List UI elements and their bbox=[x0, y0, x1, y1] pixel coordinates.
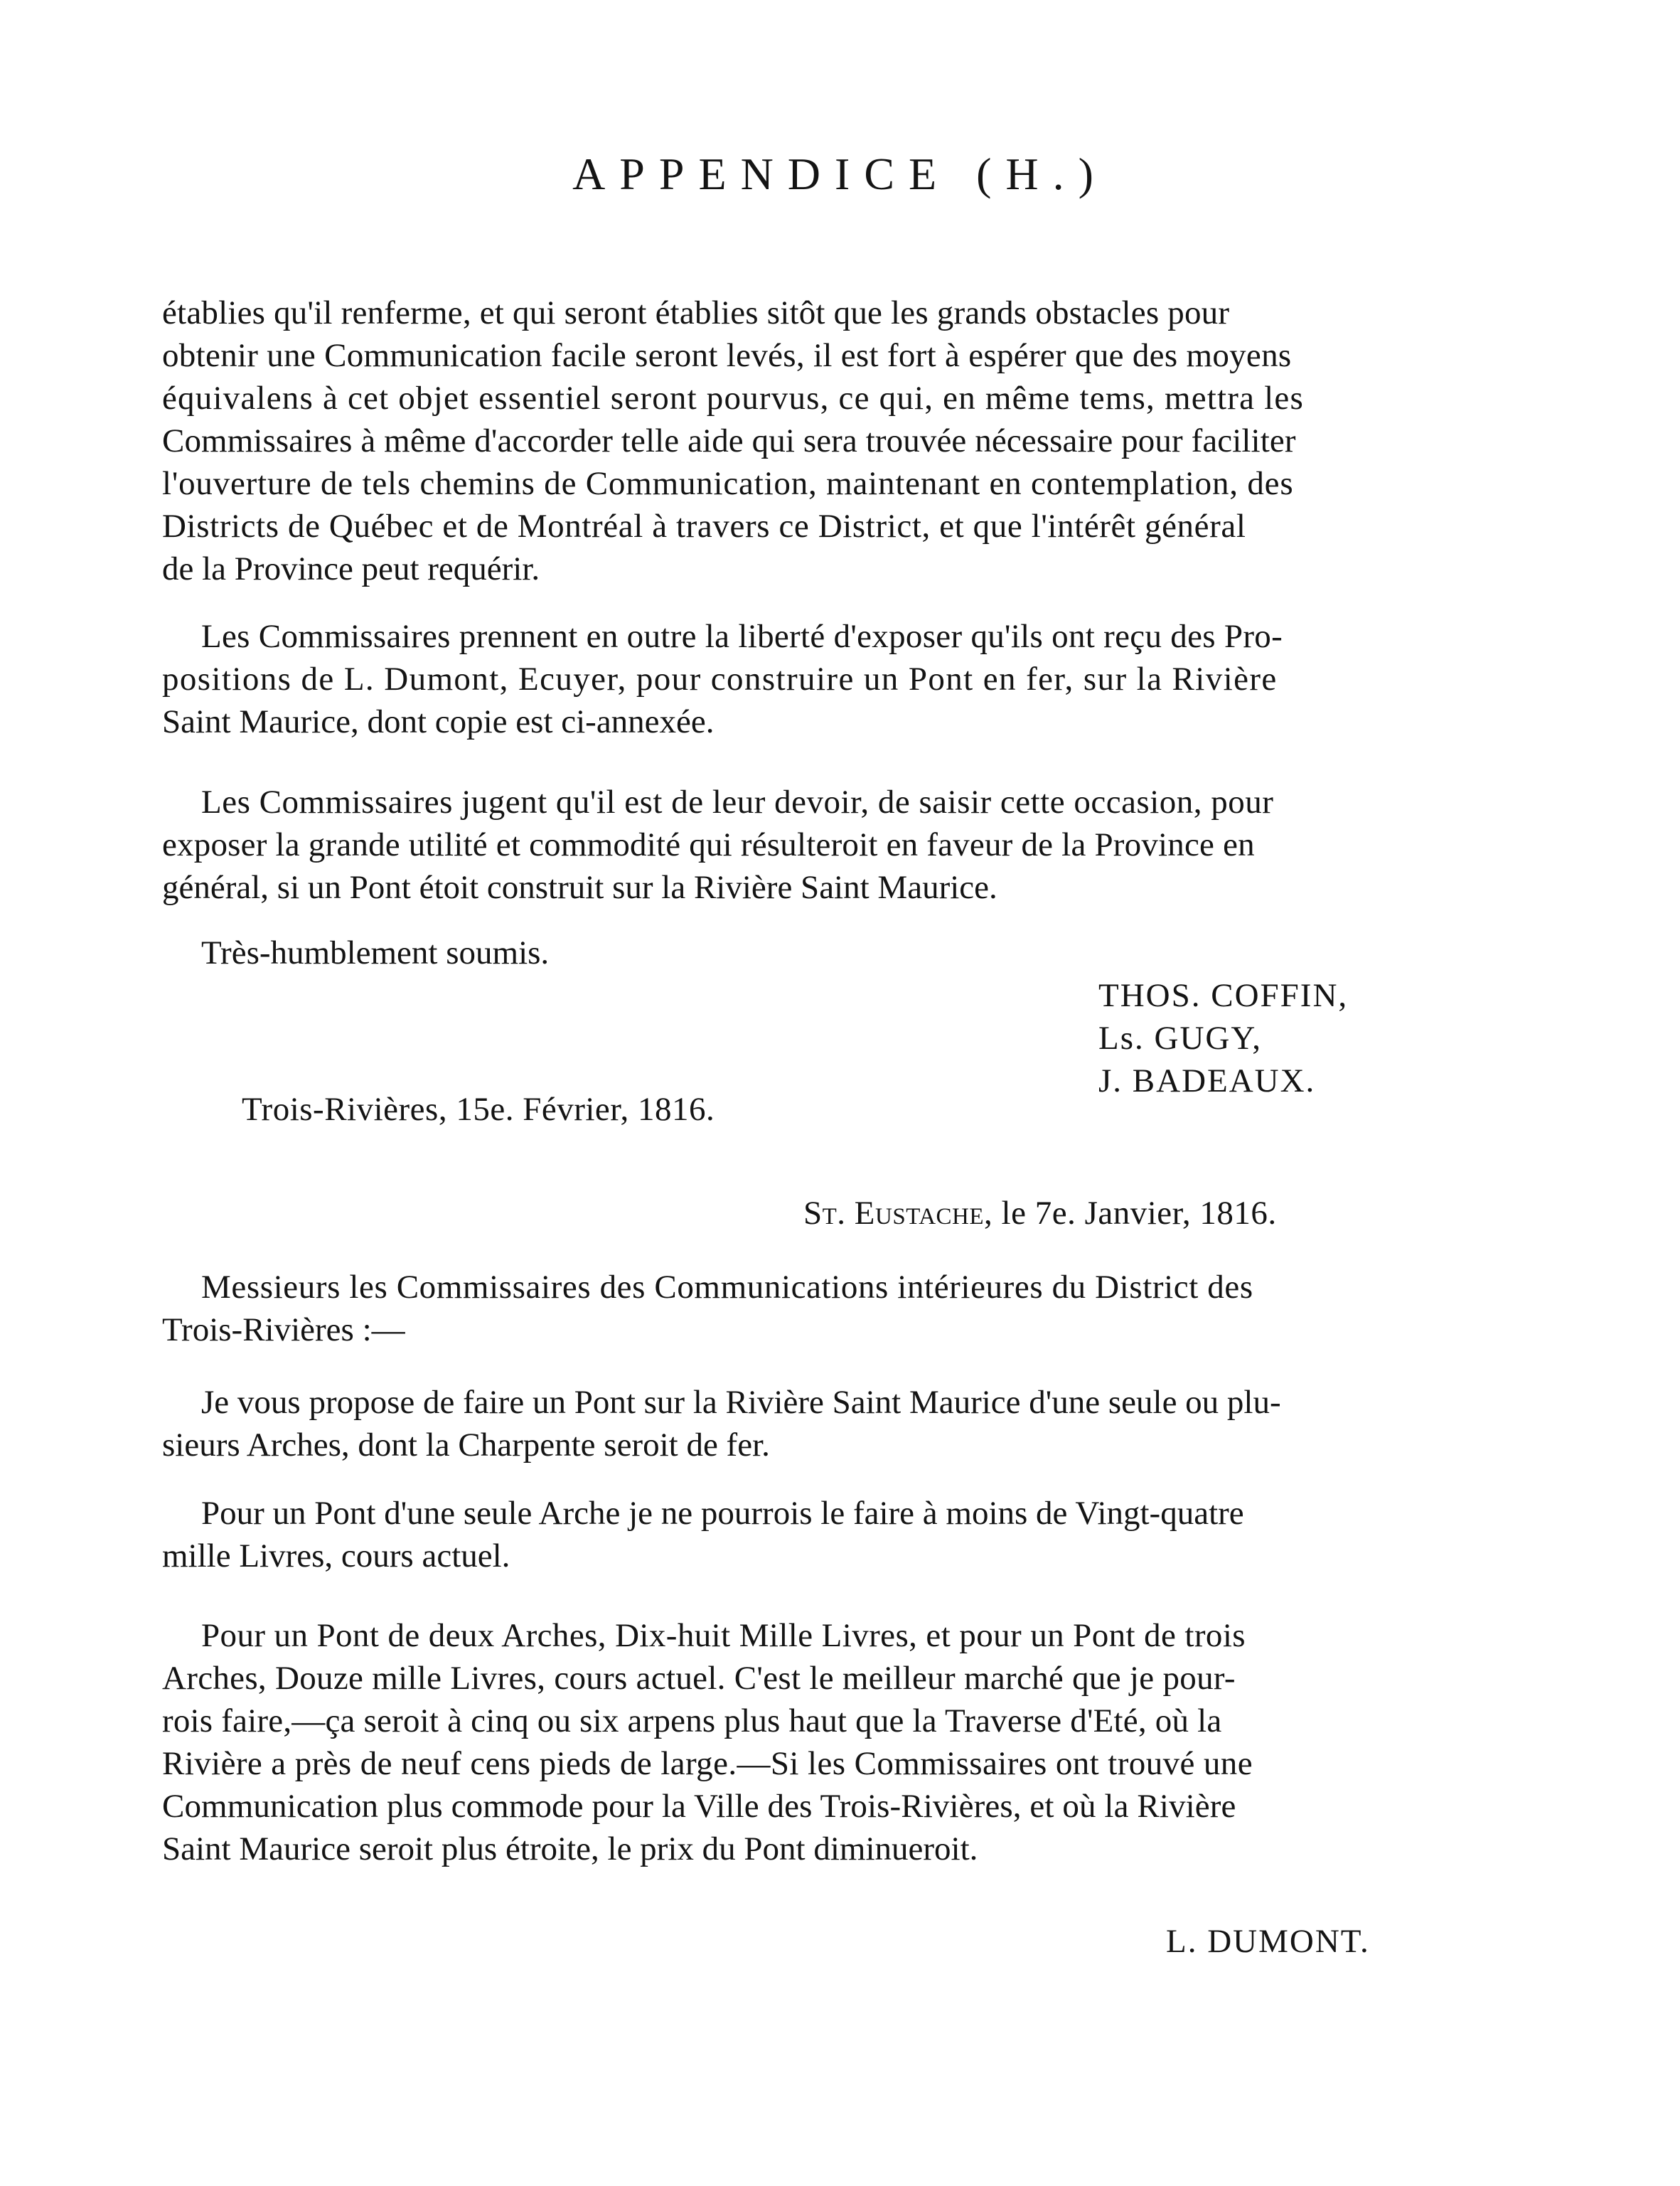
text-line: Les Commissaires prennent en outre la liberté d'exposer qu'ils ont reçu des Pro- bbox=[201, 618, 1283, 655]
text-line: Saint Maurice, dont copie est ci-annexée. bbox=[162, 703, 715, 740]
closing-text: Très-humblement soumis. bbox=[201, 934, 550, 971]
signatory-name: J. BADEAUX. bbox=[1098, 1062, 1316, 1099]
text-line: positions de L. Dumont, Ecuyer, pour construire un Pont en fer, sur la Rivière bbox=[162, 661, 1278, 698]
letter-paragraph-1 bbox=[162, 1381, 1506, 1466]
letter-date: le 7e. Janvier, 1816. bbox=[1001, 1195, 1277, 1232]
salutation bbox=[162, 1266, 1506, 1351]
letter-paragraph-2 bbox=[162, 1492, 1506, 1577]
text-line: l'ouverture de tels chemins de Communication, maintenant en contemplation, des bbox=[162, 465, 1294, 502]
text-line: Trois-Rivières :— bbox=[162, 1311, 405, 1348]
text-line: Arches, Douze mille Livres, cours actuel. C'est le meilleur marché que je pour- bbox=[162, 1660, 1236, 1697]
signatory-name: THOS. COFFIN, bbox=[1098, 977, 1349, 1014]
text-line: de la Province peut requérir. bbox=[162, 550, 540, 587]
text-line: obtenir une Communication facile seront levés, il est fort à espérer que des moyens bbox=[162, 337, 1292, 374]
text-line: exposer la grande utilité et commodité qui résulteroit en faveur de la Province en bbox=[162, 826, 1255, 863]
text-line: établies qu'il renferme, et qui seront établies sitôt que les grands obstacles pour bbox=[162, 294, 1230, 331]
paragraph-1 bbox=[162, 292, 1506, 590]
text-line: général, si un Pont étoit construit sur la Rivière Saint Maurice. bbox=[162, 869, 997, 906]
paragraph-2 bbox=[162, 615, 1506, 743]
text-line: Messieurs les Commissaires des Communications intérieures du District des bbox=[201, 1269, 1253, 1306]
signatories bbox=[1098, 974, 1348, 1102]
place-date-2 bbox=[803, 1192, 1277, 1235]
text-line: Les Commissaires jugent qu'il est de leur devoir, de saisir cette occasion, pour bbox=[201, 784, 1274, 821]
text-line: Rivière a près de neuf cens pieds de large.—Si les Commissaires ont trouvé une bbox=[162, 1745, 1253, 1782]
text-line: Je vous propose de faire un Pont sur la Rivière Saint Maurice d'une seule ou plu- bbox=[201, 1384, 1281, 1421]
text-line: mille Livres, cours actuel. bbox=[162, 1537, 510, 1574]
text-line: équivalens à cet objet essentiel seront pourvus, ce qui, en même tems, mettra les bbox=[162, 380, 1304, 417]
text-line: sieurs Arches, dont la Charpente seroit de fer. bbox=[162, 1427, 770, 1463]
signatory-name: Ls. GUGY, bbox=[1098, 1020, 1262, 1057]
text-line: Pour un Pont de deux Arches, Dix-huit Mille Livres, et pour un Pont de trois bbox=[201, 1617, 1246, 1654]
text-line: Districts de Québec et de Montréal à travers ce District, et que l'intérêt général bbox=[162, 508, 1246, 545]
place-date-1: Trois-Rivières, 15e. Février, 1816. bbox=[242, 1091, 715, 1128]
letter-signature: L. DUMONT. bbox=[1166, 1923, 1370, 1960]
text-line: Communication plus commode pour la Ville des Trois-Rivières, et où la Rivière bbox=[162, 1788, 1236, 1825]
paragraph-3 bbox=[162, 781, 1506, 909]
page-header: APPENDICE (H.) bbox=[572, 149, 1108, 199]
text-line: Commissaires à même d'accorder telle aide qui sera trouvée nécessaire pour faciliter bbox=[162, 422, 1296, 459]
text-line: Pour un Pont d'une seule Arche je ne pourrois le faire à moins de Vingt-quatre bbox=[201, 1495, 1244, 1532]
text-line: rois faire,—ça seroit à cinq ou six arpens plus haut que la Traverse d'Eté, où la bbox=[162, 1702, 1222, 1739]
text-line: Saint Maurice seroit plus étroite, le prix du Pont diminueroit. bbox=[162, 1830, 978, 1867]
place-name: St. Eustache, bbox=[803, 1195, 993, 1232]
letter-paragraph-3 bbox=[162, 1614, 1506, 1870]
